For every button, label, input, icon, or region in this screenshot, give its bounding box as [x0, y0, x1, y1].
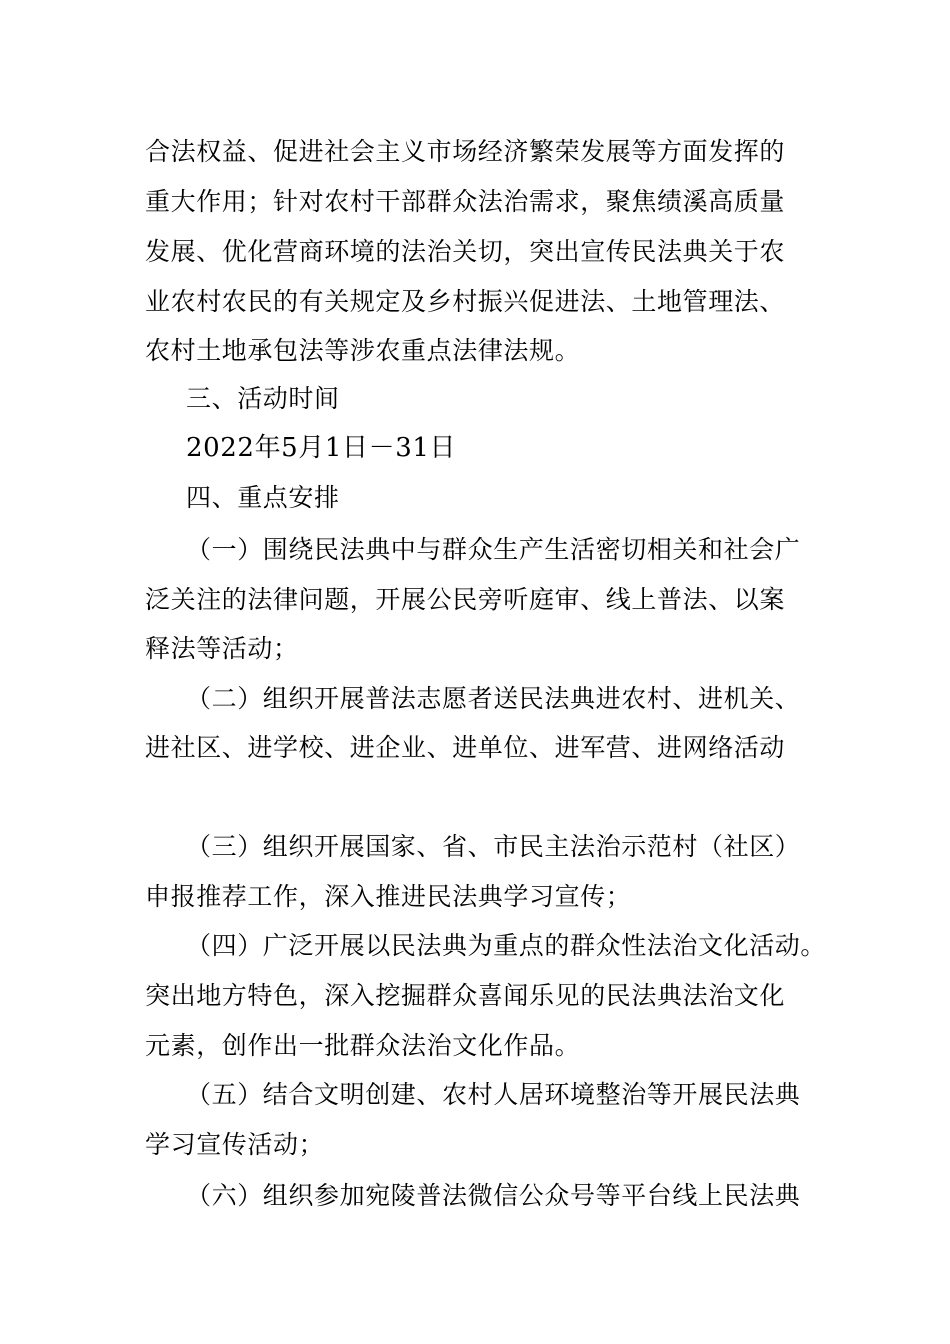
paragraph-line: 发展、优化营商环境的法治关切，突出宣传民法典关于农	[145, 237, 786, 266]
paragraph-line: 重大作用；针对农村干部群众法治需求，聚焦绩溪高质量	[145, 187, 786, 216]
paragraph-line: （三）组织开展国家、省、市民主法治示范村（社区）	[186, 832, 801, 861]
paragraph-line: 申报推荐工作，深入推进民法典学习宣传；	[145, 882, 632, 911]
paragraph-line: （六）组织参加宛陵普法微信公众号等平台线上民法典	[186, 1181, 801, 1210]
section-heading-activity-time: 三、活动时间	[186, 384, 340, 413]
paragraph-line: 进社区、进学校、进企业、进单位、进军营、进网络活动	[145, 733, 786, 762]
paragraph-line: 农村土地承包法等涉农重点法律法规。	[145, 336, 581, 365]
paragraph-line: （四）广泛开展以民法典为重点的群众性法治文化活动。	[186, 931, 827, 960]
paragraph-line: 释法等活动；	[145, 634, 299, 663]
paragraph-line: （一）围绕民法典中与群众生产生活密切相关和社会广	[186, 535, 801, 564]
paragraph-line: （二）组织开展普法志愿者送民法典进农村、进机关、	[186, 684, 801, 713]
paragraph-line: 泛关注的法律问题，开展公民旁听庭审、线上普法、以案	[145, 585, 786, 614]
paragraph-line: 业农村农民的有关规定及乡村振兴促进法、土地管理法、	[145, 287, 786, 316]
paragraph-line: 合法权益、促进社会主义市场经济繁荣发展等方面发挥的	[145, 137, 786, 166]
paragraph-line: 元素，创作出一批群众法治文化作品。	[145, 1031, 581, 1060]
section-heading-key-arrangements: 四、重点安排	[186, 483, 340, 512]
activity-date: 2022年5月1日－31日	[186, 433, 457, 463]
paragraph-line: 突出地方特色，深入挖掘群众喜闻乐见的民法典法治文化	[145, 981, 786, 1010]
paragraph-line: 学习宣传活动；	[145, 1130, 325, 1159]
paragraph-line: （五）结合文明创建、农村人居环境整治等开展民法典	[186, 1080, 801, 1109]
